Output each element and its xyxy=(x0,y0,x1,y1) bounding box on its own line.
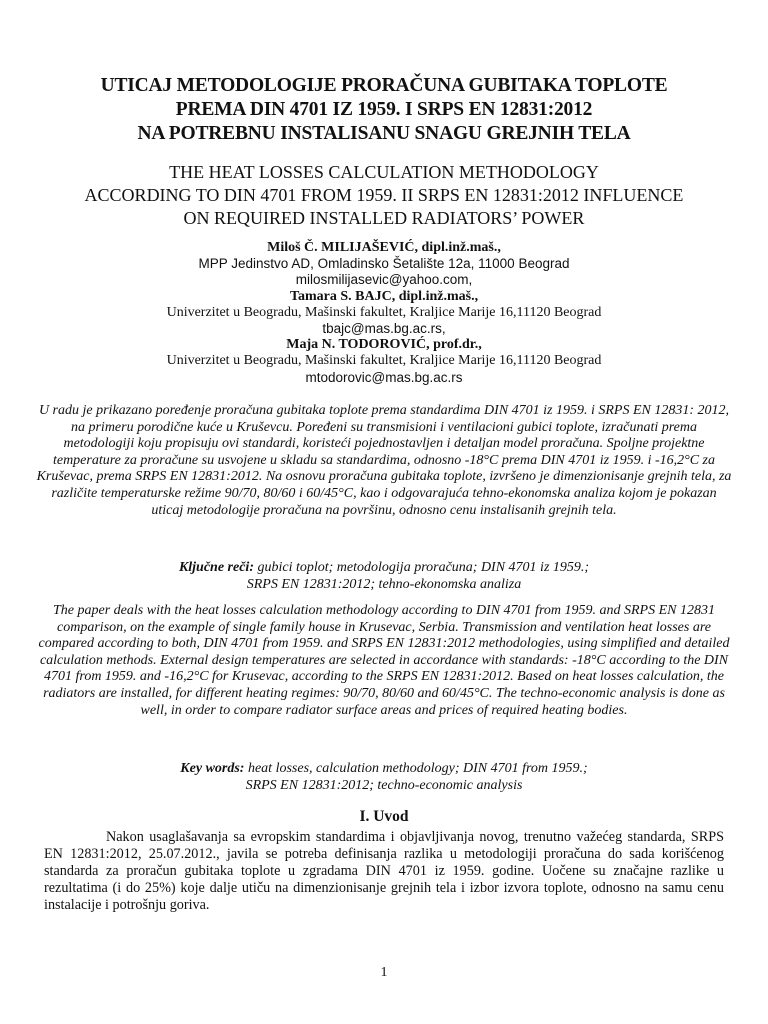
keywords-text: SRPS EN 12831:2012; tehno-ekonomska analiza xyxy=(246,577,522,592)
author-affiliation: Univerzitet u Beogradu, Mašinski fakultet, Kraljice Marije 16,11120 Beograd xyxy=(166,304,602,320)
title-english xyxy=(40,161,728,230)
author-name: Miloš Č. MILIJAŠEVIĆ, dipl.inž.maš., xyxy=(267,240,501,255)
page-number: 1 xyxy=(380,965,388,980)
intro-paragraph: Nakon usaglašavanja sa evropskim standardima i objavljivanja novog, trenutno važećeg standarda, SRPS EN 12831:2012, 25.07.2012., javila se potreba definisanja razlika u metodologiji proračuna do sada korišćenog standarda za proračun gubitaka toplote u zgradama DIN 4701 iz 1959. godine. Uočene su značajne razlike u rezultatima (i do 25%) koje dalje utiču na dimenzionisanje grejnih tela i izbor izvora toplote, odnosno na samu cenu instalacije i potrošnju goriva. xyxy=(44,829,724,913)
keywords-label: Key words: xyxy=(180,761,245,776)
keywords-label: Ključne reči: xyxy=(178,560,254,575)
title-english-line: ACCORDING TO DIN 4701 FROM 1959. II SRPS EN 12831:2012 INFLUENCE xyxy=(84,185,684,205)
author-affiliation: Univerzitet u Beogradu, Mašinski fakultet, Kraljice Marije 16,11120 Beograd xyxy=(166,353,602,369)
keywords-text: SRPS EN 12831:2012; techno-economic analysis xyxy=(245,778,523,793)
section-heading: I. Uvod xyxy=(359,808,409,825)
author-block xyxy=(60,240,708,386)
keywords-text: gubici toplot; metodologija proračuna; DIN 4701 iz 1959.; xyxy=(257,560,590,575)
author-email: mtodorovic@mas.bg.ac.rs xyxy=(305,369,463,385)
keywords-text: heat losses, calculation methodology; DIN 4701 from 1959.; xyxy=(247,761,588,776)
abstract-english: The paper deals with the heat losses calculation methodology according to DIN 4701 from 1959. and SRPS EN 12831 comparison, on the example of single family house in Krusevac, Serbia. Transmission and ventilation heat losses are compared according to both, DIN 4701 from 1959. and SRPS EN 12831:2012 methodologies, using simplified and detailed calculation methods. External design temperatures are selected in accordance with standards: -18°C according to the DIN 4701 from 1959. and -16,2°C for Krusevac, according to the SRPS EN 12831:2012. Based on heat losses calculation, the radiators are installed, for different heating regimes: 90/70, 80/60 and 60/45°C. The techno-economic analysis is done as well, in order to compare radiator surface areas and prices of required heating bodies. xyxy=(38,603,730,718)
author-name: Maja N. TODOROVIĆ, prof.dr., xyxy=(286,337,482,353)
title-serbian-line: UTICAJ METODOLOGIJE PRORAČUNA GUBITAKA TOPLOTE xyxy=(100,75,668,96)
author-email: tbajc@mas.bg.ac.rs, xyxy=(322,321,446,337)
title-serbian-line: NA POTREBNU INSTALISANU SNAGU GREJNIH TELA xyxy=(137,123,631,144)
title-serbian-line: PREMA DIN 4701 IZ 1959. I SRPS EN 12831:2012 xyxy=(175,99,593,120)
title-english-line: ON REQUIRED INSTALLED RADIATORS’ POWER xyxy=(183,208,585,228)
title-serbian xyxy=(40,74,728,146)
keywords-serbian xyxy=(60,559,708,593)
author-email: milosmilijasevic@yahoo.com, xyxy=(295,272,473,288)
keywords-english xyxy=(60,760,708,794)
author-affiliation: MPP Jedinstvo AD, Omladinsko Šetalište 12a, 11000 Beograd xyxy=(198,256,570,272)
abstract-serbian: U radu je prikazano poređenje proračuna gubitaka toplote prema standardima DIN 4701 iz 1959. i SRPS EN 12831: 2012, na primeru porodične kuće u Kruševcu. Poređeni su transmisioni i ventilacioni gubici toplote, izračunati prema metodologiji koju propisuju ovi standardi, koristeći pojednostavljen i detaljan model proračuna. Spoljne projektne temperature za proračune su usvojene u skladu sa standardima, odnosno -18°C prema DIN 4701 iz 1959. i -16,2°C za Kruševac, prema SRPS EN 12831:2012. Na osnovu proračuna gubitaka toplote, izvršeno je dimenzionisanje grejnih tela, za različite temperaturske režime 90/70, 80/60 i 60/45°C, kao i odgovarajuća tehno-ekonomska analiza kojom je pokazan uticaj metodologije proračuna na površinu, odnosno cenu instalisanih grejnih tela. xyxy=(36,403,732,518)
title-english-line: THE HEAT LOSSES CALCULATION METHODOLOGY xyxy=(169,162,599,182)
author-name: Tamara S. BAJC, dipl.inž.maš., xyxy=(289,288,479,304)
